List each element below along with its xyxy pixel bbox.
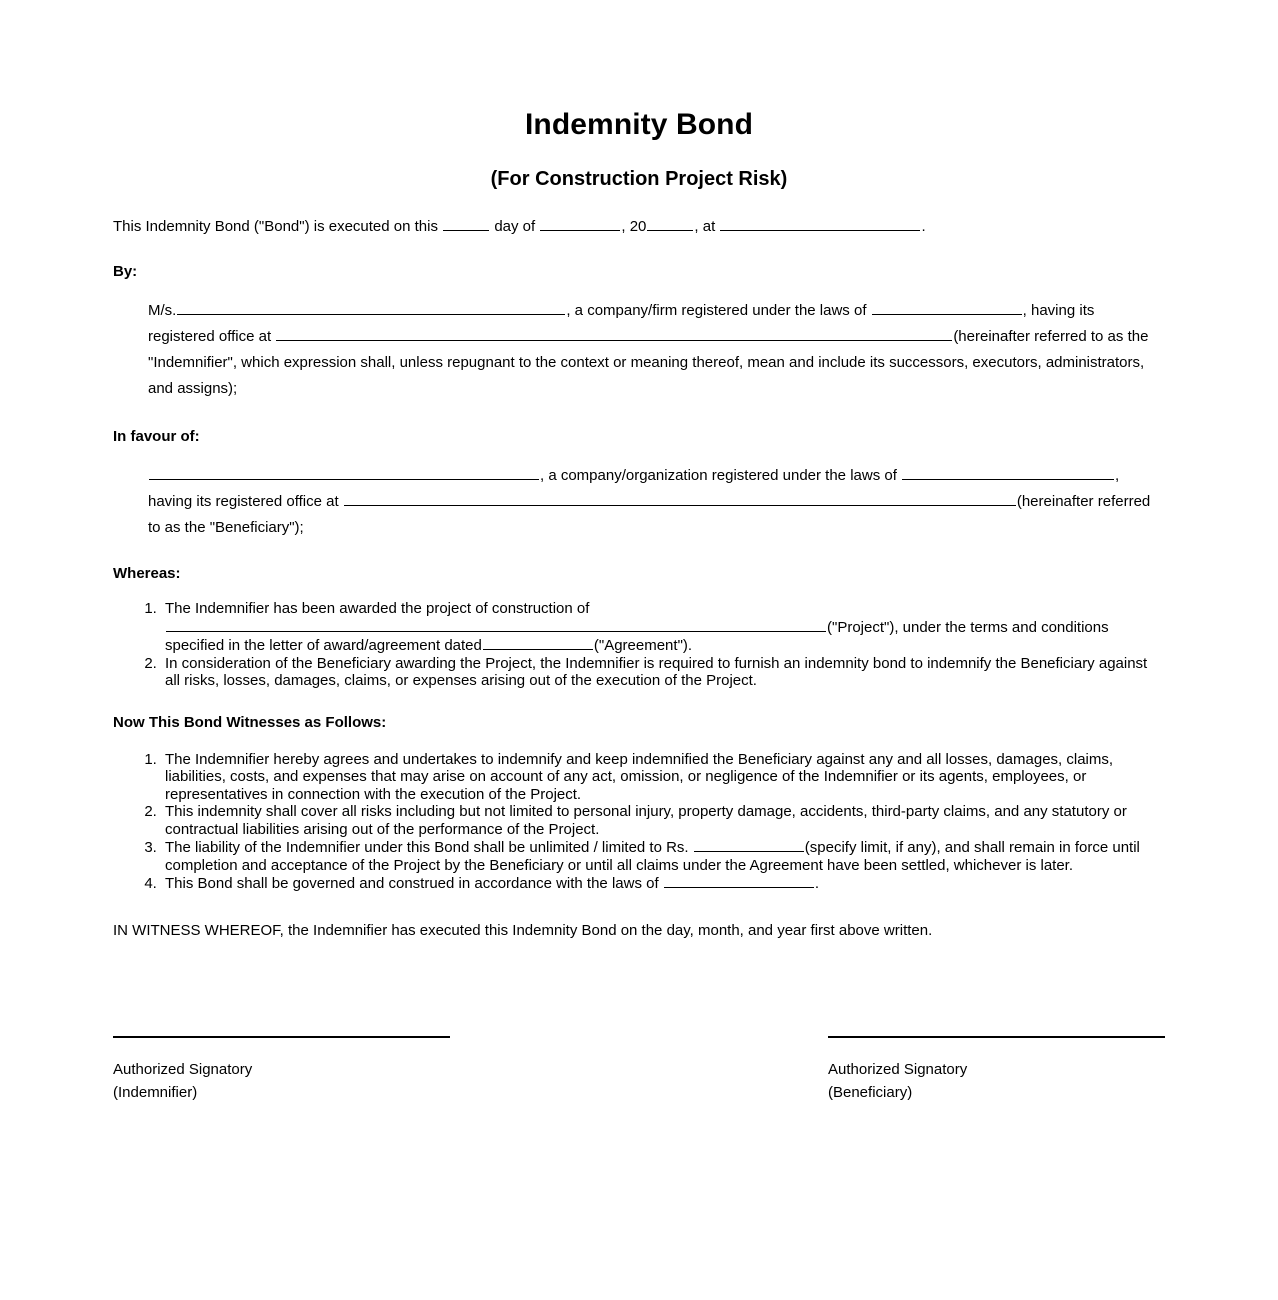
whereas-1-text-b: ("Project"), under the terms and conditions [827, 618, 1109, 636]
liability-limit-blank[interactable] [694, 838, 804, 852]
indemnifier-line3: the "Indemnifier", which expression shall, unless repugnant to the context or meaning thereof, mean and include its successors, executors, [148, 328, 1149, 371]
signature-line-beneficiary[interactable] [828, 1036, 1165, 1038]
intro-text-part5: . [921, 218, 926, 235]
signature-label-beneficiary: Authorized Signatory [828, 1061, 968, 1078]
whereas-1-text-d: ("Agreement"). [593, 637, 693, 654]
signature-block-beneficiary [828, 1036, 1165, 1103]
signature-area [113, 1036, 1165, 1103]
bond-witnesses-list [113, 751, 1165, 893]
intro-text-part3: , 20 [621, 218, 647, 235]
place-blank[interactable] [720, 217, 920, 231]
signature-party-indemnifier: (Indemnifier) [113, 1084, 198, 1101]
indemnifier-office-prefix: registered office at [148, 328, 272, 345]
witness-whereof-clause: IN WITNESS WHEREOF, the Indemnifier has executed this Indemnity Bond on the day, month, and year first above written. [113, 921, 933, 939]
indemnifier-after-country: , having its [1022, 302, 1095, 319]
indemnifier-name-blank[interactable] [177, 301, 565, 315]
list-item [161, 751, 1165, 804]
signature-party-beneficiary: (Beneficiary) [828, 1084, 913, 1101]
indemnifier-line4: administrators, and assigns); [148, 354, 1145, 397]
list-item [161, 803, 1165, 838]
page-title: Indemnity Bond [524, 108, 754, 141]
beneficiary-after-office: (hereinafter [1016, 493, 1094, 510]
bond-witnesses-heading: Now This Bond Witnesses as Follows: [113, 713, 387, 731]
signature-label-indemnifier: Authorized Signatory [113, 1061, 253, 1078]
indemnifier-after-office: (hereinafter referred to as [953, 328, 1124, 345]
whereas-1-text-c: specified in the letter of award/agreement dated [165, 637, 482, 654]
whereas-1-text-a: The Indemnifier has been awarded the project of construction of [165, 600, 590, 617]
beneficiary-office-prefix: having its registered office at [148, 493, 339, 510]
list-item [161, 655, 1165, 690]
whereas-heading: Whereas: [113, 565, 181, 582]
signature-line-indemnifier[interactable] [113, 1036, 450, 1038]
in-favour-of-heading: In favour of: [113, 428, 200, 445]
beneficiary-after-name: , a company/organization registered under the laws of [540, 467, 897, 484]
beneficiary-line3: referred to as the "Beneficiary"); [148, 493, 1151, 536]
indemnifier-prefix: M/s. [148, 302, 177, 319]
whereas-2-text-a: In consideration of the Beneficiary awarding the Project, the Indemnifier is required to furnish an indemnity bond to indemnify the Beneficiary against all risks, losses, damages, claims, or expenses arising out of the execution of the Project. [165, 654, 1148, 689]
indemnifier-address-blank[interactable] [276, 327, 952, 341]
day-blank[interactable] [443, 217, 489, 231]
year-blank[interactable] [647, 217, 693, 231]
indemnifier-after-name: , a company/firm registered under the laws of [566, 302, 867, 319]
by-heading: By: [113, 263, 138, 280]
indemnifier-block [148, 298, 1160, 402]
beneficiary-country-blank[interactable] [902, 466, 1114, 480]
witness-4-text-b: . [814, 875, 819, 892]
governing-law-blank[interactable] [664, 874, 814, 888]
agreement-date-blank[interactable] [483, 636, 593, 650]
beneficiary-address-blank[interactable] [344, 492, 1016, 506]
month-blank[interactable] [540, 217, 620, 231]
signature-block-indemnifier [113, 1036, 450, 1103]
beneficiary-name-blank[interactable] [149, 466, 539, 480]
list-item [161, 838, 1165, 874]
page-subtitle: (For Construction Project Risk) [490, 168, 788, 190]
project-name-blank[interactable] [166, 618, 826, 632]
intro-text-part2: day of [494, 218, 536, 235]
beneficiary-after-country: , [1115, 467, 1120, 484]
list-item [161, 600, 1165, 655]
whereas-list [113, 600, 1165, 690]
intro-text-part1: This Indemnity Bond ("Bond") is executed on this [113, 218, 438, 235]
execution-intro-line [113, 217, 1165, 237]
witness-4-text-a: This Bond shall be governed and construed in accordance with the laws of [165, 875, 659, 892]
witness-2-text: This indemnity shall cover all risks including but not limited to personal injury, property damage, accidents, third-party claims, and any statutory or contractual liabilities arising out of the performance of the Project. [165, 803, 1127, 838]
witness-1-text: The Indemnifier hereby agrees and undertakes to indemnify and keep indemnified the Beneficiary against any and all losses, damages, claims, liabilities, costs, and expenses that may arise on account of any act, omission, or negligence of the Indemnifier or its agents, employees, or representatives in connection with the execution of the Project. [165, 750, 1114, 803]
witness-3-text-a: The liability of the Indemnifier under this Bond shall be unlimited / limited to Rs. [165, 839, 689, 856]
list-item [161, 874, 1165, 893]
indemnifier-country-blank[interactable] [872, 301, 1022, 315]
beneficiary-block [148, 463, 1160, 541]
witness-3-text-b: (specify limit, if any), and shall remain in force until completion and acceptance of the Project by the Beneficiary or until all claims under the Agreement have been settled, whichever is later. [165, 839, 1140, 874]
intro-text-part4: , at [694, 218, 716, 235]
